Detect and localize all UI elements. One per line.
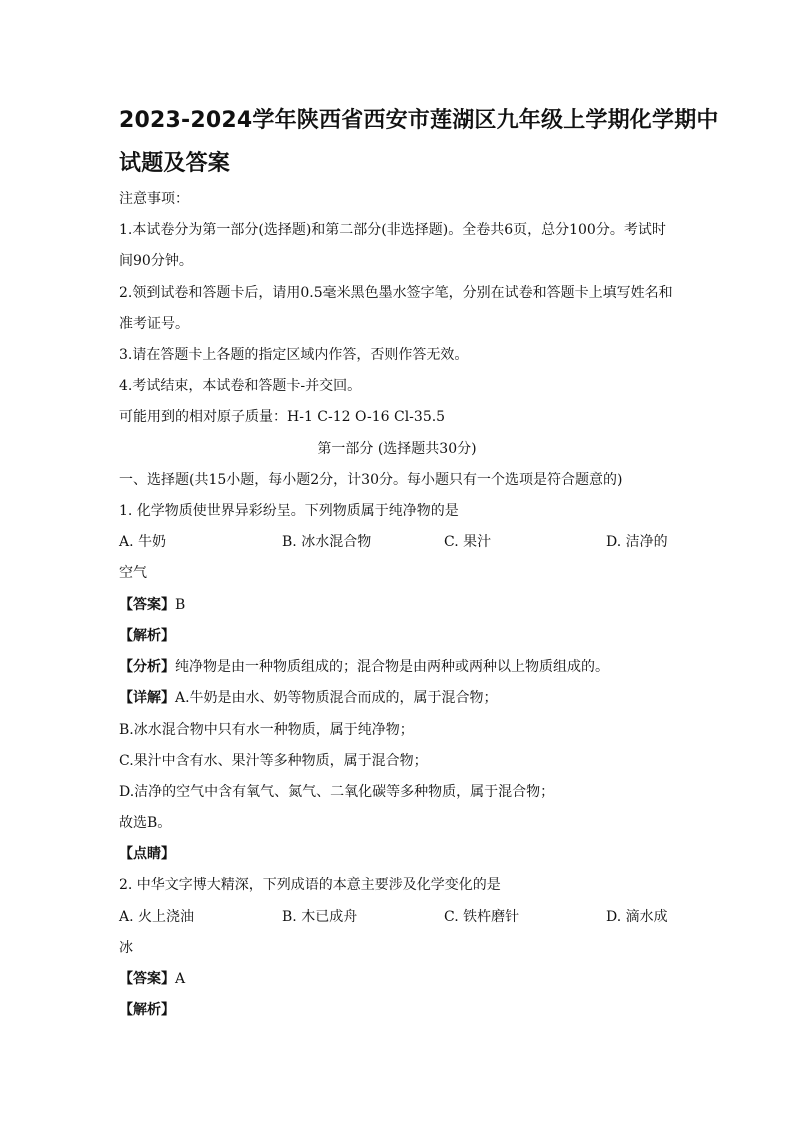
notice-item-2-line2: 准考证号。 bbox=[119, 316, 189, 332]
q1-analysis-label: 【解析】 bbox=[119, 628, 175, 644]
q1-option-a: A. 牛奶 bbox=[119, 534, 167, 550]
q2-option-c: C. 铁杵磨针 bbox=[444, 909, 520, 925]
xiangjie-a-text: A.牛奶是由水、奶等物质混合而成的，属于混合物； bbox=[175, 690, 498, 706]
q1-option-d: D. 洁净的 bbox=[606, 534, 668, 550]
q1-option-c: C. 果汁 bbox=[444, 534, 492, 550]
q2-stem: 2. 中华文字博大精深，下列成语的本意主要涉及化学变化的是 bbox=[119, 877, 501, 893]
notice-heading: 注意事项： bbox=[119, 191, 189, 207]
xiangjie-label: 【详解】 bbox=[119, 690, 175, 706]
q1-option-d-wrap: 空气 bbox=[119, 565, 147, 581]
q1-xiangjie-a bbox=[119, 687, 498, 707]
q1-fenxi bbox=[119, 656, 609, 676]
q1-stem: 1. 化学物质使世界异彩纷呈。下列物质属于纯净物的是 bbox=[119, 503, 459, 519]
q2-option-a: A. 火上浇油 bbox=[119, 909, 195, 925]
q2-option-d-wrap: 冰 bbox=[119, 940, 133, 956]
notice-item-2-line1: 2.领到试卷和答题卡后，请用0.5毫米黑色墨水签字笔，分别在试卷和答题卡上填写姓名和 bbox=[119, 285, 673, 301]
q2-option-b: B. 木已成舟 bbox=[282, 909, 358, 925]
section-heading: 一、选择题(共15小题，每小题2分，计30分。每小题只有一个选项是符合题意的) bbox=[119, 472, 623, 488]
answer-label: 【答案】 bbox=[119, 971, 175, 987]
notice-item-3: 3.请在答题卡上各题的指定区域内作答，否则作答无效。 bbox=[119, 347, 469, 363]
document-title-line2: 试题及答案 bbox=[119, 151, 231, 176]
q1-option-b: B. 冰水混合物 bbox=[282, 534, 372, 550]
answer-value: A bbox=[175, 971, 186, 987]
answer-label: 【答案】 bbox=[119, 597, 175, 613]
q2-option-d: D. 滴水成 bbox=[606, 909, 668, 925]
q1-xiangjie-d: D.洁净的空气中含有氧气、氮气、二氧化碳等多种物质，属于混合物； bbox=[119, 784, 555, 800]
fenxi-label: 【分析】 bbox=[119, 659, 175, 675]
part1-heading: 第一部分 (选择题共30分) bbox=[317, 441, 477, 457]
q2-answer bbox=[119, 968, 185, 988]
document-title-line1: 2023-2024学年陕西省西安市莲湖区九年级上学期化学期中 bbox=[119, 108, 719, 133]
q1-dianjing-label: 【点睛】 bbox=[119, 846, 175, 862]
fenxi-text: 纯净物是由一种物质组成的；混合物是由两种或两种以上物质组成的。 bbox=[175, 659, 609, 675]
notice-item-4: 4.考试结束，本试卷和答题卡-并交回。 bbox=[119, 378, 362, 394]
q1-xiangjie-c: C.果汁中含有水、果汁等多种物质，属于混合物； bbox=[119, 753, 428, 769]
q2-analysis-label: 【解析】 bbox=[119, 1002, 175, 1018]
q1-answer bbox=[119, 594, 185, 614]
q1-xiangjie-b: B.冰水混合物中只有水一种物质，属于纯净物； bbox=[119, 722, 414, 738]
atomic-mass-line: 可能用到的相对原子质量：H-1 C-12 O-16 Cl-35.5 bbox=[119, 409, 446, 425]
notice-item-1-line2: 间90分钟。 bbox=[119, 253, 193, 269]
answer-value: B bbox=[175, 597, 186, 613]
notice-item-1-line1: 1.本试卷分为第一部分(选择题)和第二部分(非选择题)。全卷共6页，总分100分。考试时 bbox=[119, 222, 666, 238]
q1-conclusion: 故选B。 bbox=[119, 815, 172, 831]
